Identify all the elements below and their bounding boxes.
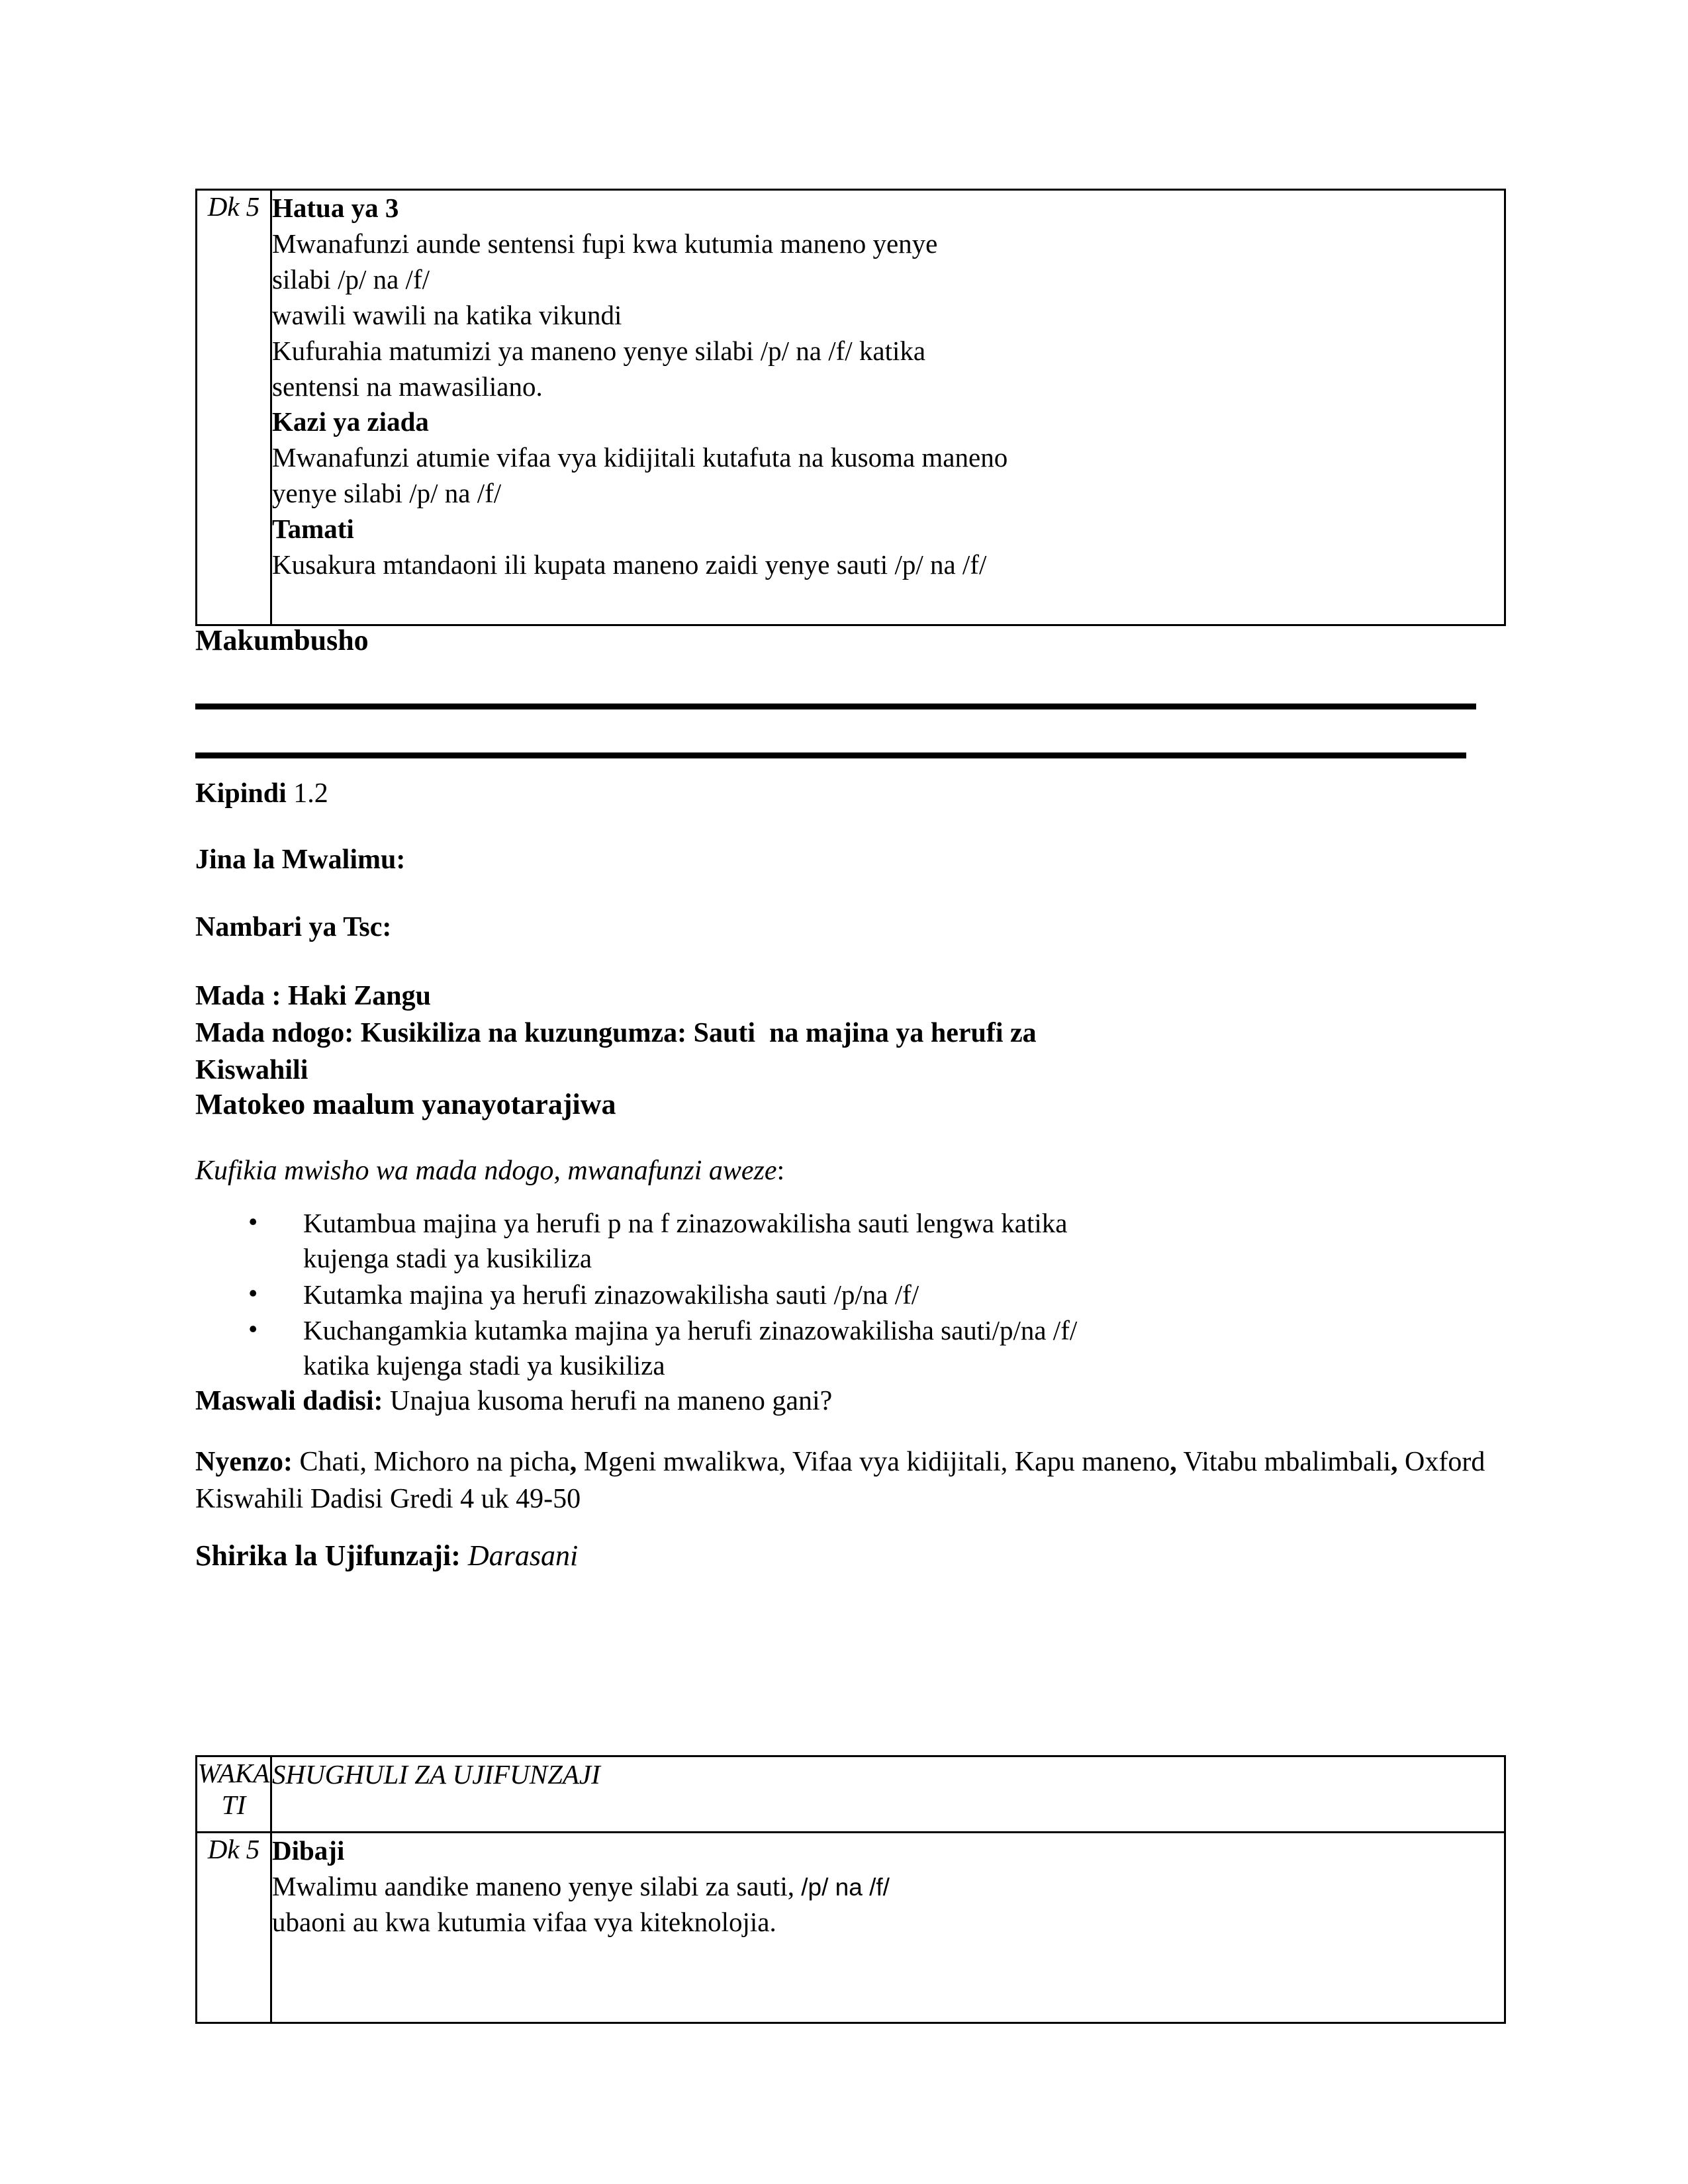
nambari-ya-tsc-label: Nambari ya Tsc: [195, 912, 392, 942]
dibaji-line1-phonemes: /p/ na /f/ [801, 1873, 890, 1901]
kipindi-label: Kipindi [195, 778, 287, 809]
activities-cell [271, 1833, 1505, 2023]
makumbusho-heading: Makumbusho [195, 624, 369, 657]
time-label: Dk 5 [207, 1834, 260, 1864]
matokeo-heading: Matokeo maalum yanayotarajiwa [195, 1088, 616, 1120]
mada-ndogo-line-1 [195, 1015, 1506, 1052]
time-cell [197, 1833, 271, 2023]
section-heading-kazi-ya-ziada: Kazi ya ziada [272, 406, 429, 437]
maswali-dadisi-line [195, 1383, 1506, 1420]
mada-label: Mada [195, 981, 265, 1011]
nyenzo-comma-2: , [1170, 1447, 1177, 1477]
list-item [195, 1206, 1506, 1277]
table-row [197, 1833, 1505, 2023]
section-heading-tamati: Tamati [272, 514, 354, 545]
mada-ndogo-value: Kusikiliza na kuzungumza: Sauti na majina ya herufi za [353, 1017, 1037, 1048]
learning-activities-table [195, 1755, 1506, 2024]
mada-separator: : [265, 981, 288, 1011]
mada-line [195, 978, 1506, 1015]
outcomes-list [195, 1206, 1506, 1384]
maswali-dadisi-label: Maswali dadisi: [195, 1386, 383, 1416]
shirika-label: Shirika la Ujifunzaji: [195, 1539, 461, 1572]
mada-value: Haki Zangu [288, 981, 431, 1011]
kipindi-value: 1.2 [293, 778, 328, 809]
nyenzo-comma-1: , [569, 1447, 577, 1477]
section-heading-dibaji: Dibaji [272, 1835, 345, 1866]
section-line: Mwanafunzi atumie vifaa vya kidijitali kutafuta na kusoma maneno [272, 442, 1008, 473]
column-header-shughuli: SHUGHULI ZA UJIFUNZAJI [271, 1756, 1505, 1833]
mada-ndogo-label: Mada ndogo: [195, 1017, 354, 1048]
section-line: wawili wawili na katika vikundi [272, 299, 622, 330]
mada-block [195, 978, 1506, 1089]
activities-cell [271, 190, 1505, 625]
learning-activities-table-wrapper [195, 1755, 1506, 2024]
section-line: silabi /p/ na /f/ [272, 263, 430, 295]
nyenzo-comma-3: , [1391, 1447, 1398, 1477]
shirika-la-ujifunzaji-line [195, 1537, 1506, 1576]
outcome-line: Kutamka majina ya herufi zinazowakilisha sauti /p/na /f/ [303, 1279, 919, 1310]
shirika-value: Darasani [460, 1539, 579, 1572]
section-line [272, 1869, 1504, 1905]
nyenzo-part-4: Oxford Kiswahili Dadisi Gredi 4 uk 49-50 [195, 1447, 1492, 1514]
outcome-line: kujenga stadi ya kusikiliza [303, 1243, 592, 1274]
section-line: Mwanafunzi aunde sentensi fupi kwa kutumia maneno yenye [272, 228, 938, 259]
nyenzo-line [195, 1444, 1506, 1518]
horizontal-rule-1 [195, 704, 1476, 709]
dibaji-line1-text: Mwalimu aandike maneno yenye silabi za sauti, [272, 1870, 802, 1901]
time-cell [197, 190, 271, 625]
nyenzo-label: Nyenzo: [195, 1447, 293, 1477]
kufikia-line [195, 1153, 1506, 1190]
bullet-icon: • [248, 1277, 258, 1308]
section-heading-hatua: Hatua ya 3 [272, 193, 399, 223]
bullet-icon: • [248, 1313, 258, 1344]
nyenzo-part-2: Mgeni mwalikwa, Vifaa vya kidijitali, Kapu maneno [577, 1447, 1170, 1477]
section-line: Kusakura mtandaoni ili kupata maneno zaidi yenye sauti /p/ na /f/ [272, 549, 987, 580]
section-line: Kufurahia matumizi ya maneno yenye silabi /p/ na /f/ katika [272, 335, 926, 366]
section-line: ubaoni au kwa kutumia vifaa vya kiteknolojia. [272, 1906, 776, 1937]
list-item [195, 1277, 1506, 1312]
kufikia-colon: : [776, 1156, 785, 1186]
document-page [195, 0, 1506, 2184]
column-header-wakati-line2: TI [221, 1790, 246, 1820]
table-header-row [197, 1756, 1505, 1833]
list-item [195, 1313, 1506, 1384]
time-label: Dk 5 [207, 191, 260, 222]
outcome-line: Kutambua majina ya herufi p na f zinazowakilisha sauti lengwa katika [303, 1208, 1068, 1238]
kipindi-line [195, 776, 1506, 813]
kufikia-text: Kufikia mwisho wa mada ndogo, mwanafunzi aweze [195, 1156, 777, 1186]
outcome-line: Kuchangamkia kutamka majina ya herufi zinazowakilisha sauti/p/na /f/ [303, 1314, 1078, 1345]
bullet-icon: • [248, 1206, 258, 1237]
section-line: sentensi na mawasiliano. [272, 371, 543, 402]
column-header-wakati-line1: WAKA [197, 1758, 270, 1788]
section-line: yenye silabi /p/ na /f/ [272, 478, 502, 509]
column-header-wakati [197, 1756, 271, 1833]
outcome-line: katika kujenga stadi ya kusikiliza [303, 1350, 665, 1381]
jina-la-mwalimu-label: Jina la Mwalimu: [195, 844, 406, 875]
mada-ndogo-line-2: Kiswahili [195, 1054, 308, 1085]
maswali-dadisi-value: Unajua kusoma herufi na maneno gani? [383, 1386, 833, 1416]
nyenzo-part-3: Vitabu mbalimbali [1176, 1447, 1391, 1477]
nyenzo-part-1: Chati, Michoro na picha [292, 1447, 570, 1477]
lesson-steps-table [195, 189, 1506, 626]
table-row [197, 190, 1505, 625]
horizontal-rule-2 [195, 752, 1466, 758]
lesson-steps-table-wrapper [195, 189, 1506, 626]
